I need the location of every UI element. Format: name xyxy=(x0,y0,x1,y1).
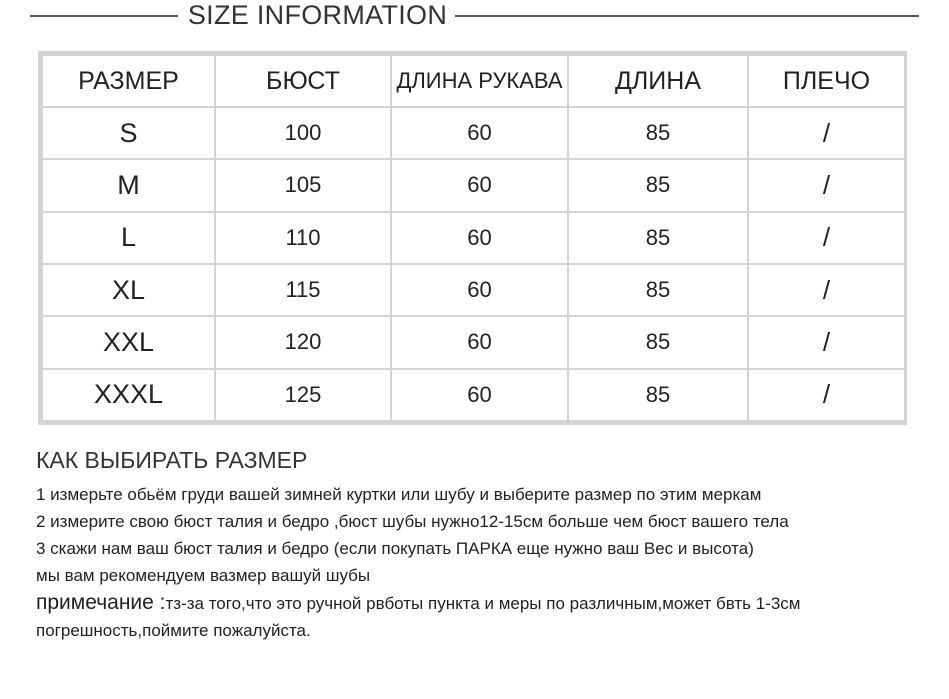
header-length: ДЛИНА xyxy=(568,55,748,107)
cell-shoulder: / xyxy=(748,264,905,316)
guide-note-continued: погрешность,поймите пожалуйста. xyxy=(36,621,311,640)
page-title: SIZE INFORMATION xyxy=(187,0,448,30)
size-guide xyxy=(36,446,936,644)
header-shoulder: ПЛЕЧО xyxy=(748,55,905,107)
note-label: примечание : xyxy=(36,591,166,614)
title-divider-right xyxy=(455,15,919,17)
cell-sleeve-length: 60 xyxy=(391,159,568,211)
cell-shoulder: / xyxy=(748,159,905,211)
header-size: РАЗМЕР xyxy=(42,55,215,107)
cell-shoulder: / xyxy=(748,107,905,159)
size-table xyxy=(41,54,906,422)
cell-bust: 125 xyxy=(215,369,391,421)
cell-size: XXL xyxy=(42,316,215,368)
guide-heading: КАК ВЫБИРАТЬ РАЗМЕР xyxy=(36,447,308,473)
table-row xyxy=(42,264,905,316)
guide-note xyxy=(36,589,936,617)
cell-length: 85 xyxy=(568,316,748,368)
guide-step-1: 1 измерьте обьём груди вашей зимней куртки или шубу и выберите размер по этим меркам xyxy=(36,485,762,504)
cell-sleeve-length: 60 xyxy=(391,212,568,264)
cell-bust: 120 xyxy=(215,316,391,368)
table-row xyxy=(42,369,905,421)
cell-sleeve-length: 60 xyxy=(391,107,568,159)
cell-shoulder: / xyxy=(748,212,905,264)
table-row xyxy=(42,159,905,211)
table-header-row xyxy=(42,55,905,107)
header-sleeve-length: ДЛИНА РУКАВА xyxy=(391,55,568,107)
cell-shoulder: / xyxy=(748,369,905,421)
cell-sleeve-length: 60 xyxy=(391,264,568,316)
cell-sleeve-length: 60 xyxy=(391,369,568,421)
cell-bust: 110 xyxy=(215,212,391,264)
cell-size: L xyxy=(42,212,215,264)
table-row xyxy=(42,212,905,264)
cell-size: XXXL xyxy=(42,369,215,421)
table-row xyxy=(42,107,905,159)
header-bust: БЮСТ xyxy=(215,55,391,107)
table-row xyxy=(42,316,905,368)
cell-size: M xyxy=(42,159,215,211)
cell-length: 85 xyxy=(568,212,748,264)
cell-length: 85 xyxy=(568,159,748,211)
guide-step-3: 3 скажи нам ваш бюст талия и бедро (если покупать ПАРКА еще нужно ваш Вес и высота) xyxy=(36,539,754,558)
cell-length: 85 xyxy=(568,107,748,159)
cell-size: S xyxy=(42,107,215,159)
size-info-title-row xyxy=(30,0,919,30)
cell-size: XL xyxy=(42,264,215,316)
guide-recommendation: мы вам рекомендуем вазмер вашуй шубы xyxy=(36,566,371,585)
cell-bust: 115 xyxy=(215,264,391,316)
cell-bust: 100 xyxy=(215,107,391,159)
cell-length: 85 xyxy=(568,369,748,421)
note-text: тз-за того,что это ручной рвботы пункта и меры по различным,может бвть 1-3см xyxy=(165,594,801,613)
cell-sleeve-length: 60 xyxy=(391,316,568,368)
cell-length: 85 xyxy=(568,264,748,316)
title-divider-left xyxy=(30,15,178,17)
guide-step-2: 2 измерите свою бюст талия и бедро ,бюст шубы нужно12-15см больше чем бюст вашего тела xyxy=(36,512,789,531)
cell-shoulder: / xyxy=(748,316,905,368)
size-table-frame xyxy=(38,51,907,425)
cell-bust: 105 xyxy=(215,159,391,211)
